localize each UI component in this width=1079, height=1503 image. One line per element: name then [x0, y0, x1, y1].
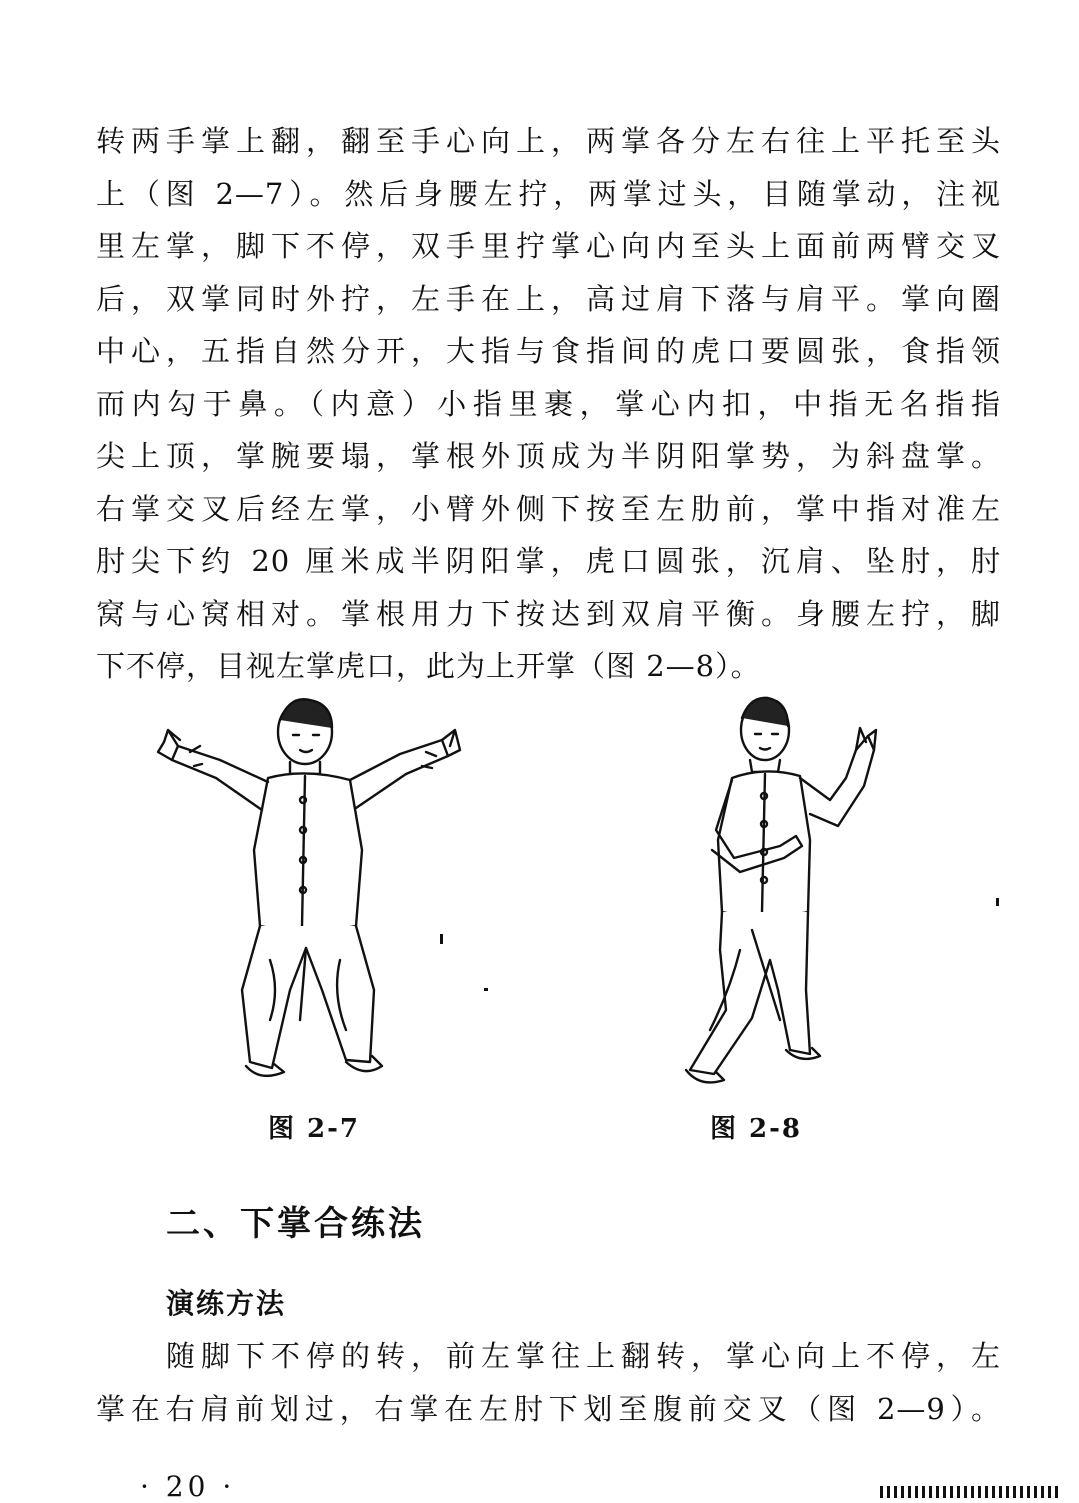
- text-line: 后，双掌同时外拧，左手在上，高过肩下落与肩平。掌向圈: [96, 281, 1001, 316]
- text-line: 尖上顶，掌腕要塌，掌根外顶成为半阴阳掌势，为斜盘掌。: [96, 439, 1001, 473]
- scan-speck: [440, 934, 443, 944]
- section-title: 二、下掌合练法: [166, 1204, 425, 1244]
- text-line: 随脚下不停的转，前左掌往上翻转，掌心向上不停，左: [166, 1339, 1001, 1373]
- figure-2-8-illustration: [660, 690, 900, 1110]
- figure-caption: 图 2-7: [268, 1114, 361, 1144]
- paragraph-second: [96, 1330, 1001, 1435]
- page-number: · 20 ·: [140, 1470, 236, 1503]
- text-line: 里左掌，脚下不停，双手里拧掌心向内至头上面前两臂交叉: [96, 229, 1001, 263]
- figure-caption: 图 2-8: [710, 1114, 803, 1144]
- section-subtitle: 演练方法: [166, 1287, 287, 1320]
- text-line: 右掌交叉后经左掌，小臂外侧下按至左肋前，掌中指对准左: [96, 491, 1001, 526]
- text-line: 肘尖下约 20 厘米成半阴阳掌，虎口圆张，沉肩、坠肘，肘: [96, 544, 1001, 578]
- paragraph-main: [96, 115, 1001, 693]
- text-line: 窝与心窝相对。掌根用力下按达到双肩平衡。身腰左拧，脚: [96, 596, 1001, 631]
- scan-edge-marks: [880, 1486, 1060, 1498]
- scan-speck: [484, 988, 488, 991]
- text-line: 上（图 2—7）。然后身腰左拧，两掌过头，目随掌动，注视: [96, 176, 1001, 211]
- scan-speck: [996, 898, 999, 906]
- text-line: 掌在右肩前划过，右掌在左肘下划至腹前交叉（图 2—9）。: [96, 1391, 1001, 1426]
- text-line: 下不停，目视左掌虎口，此为上开掌（图 2—8）。: [96, 649, 761, 683]
- text-line: 转两手掌上翻，翻至手心向上，两掌各分左右往上平托至头: [96, 124, 1001, 158]
- text-line: 而内勾于鼻。（内意）小指里裹，掌心内扣，中指无名指指: [96, 386, 1001, 421]
- figure-arms-spread-drawing: [150, 690, 470, 1100]
- text-line: 中心，五指自然分开，大指与食指间的虎口要圆张，食指领: [96, 334, 1001, 368]
- figure-stepping-drawing: [660, 690, 900, 1110]
- figure-2-7-illustration: [150, 690, 470, 1100]
